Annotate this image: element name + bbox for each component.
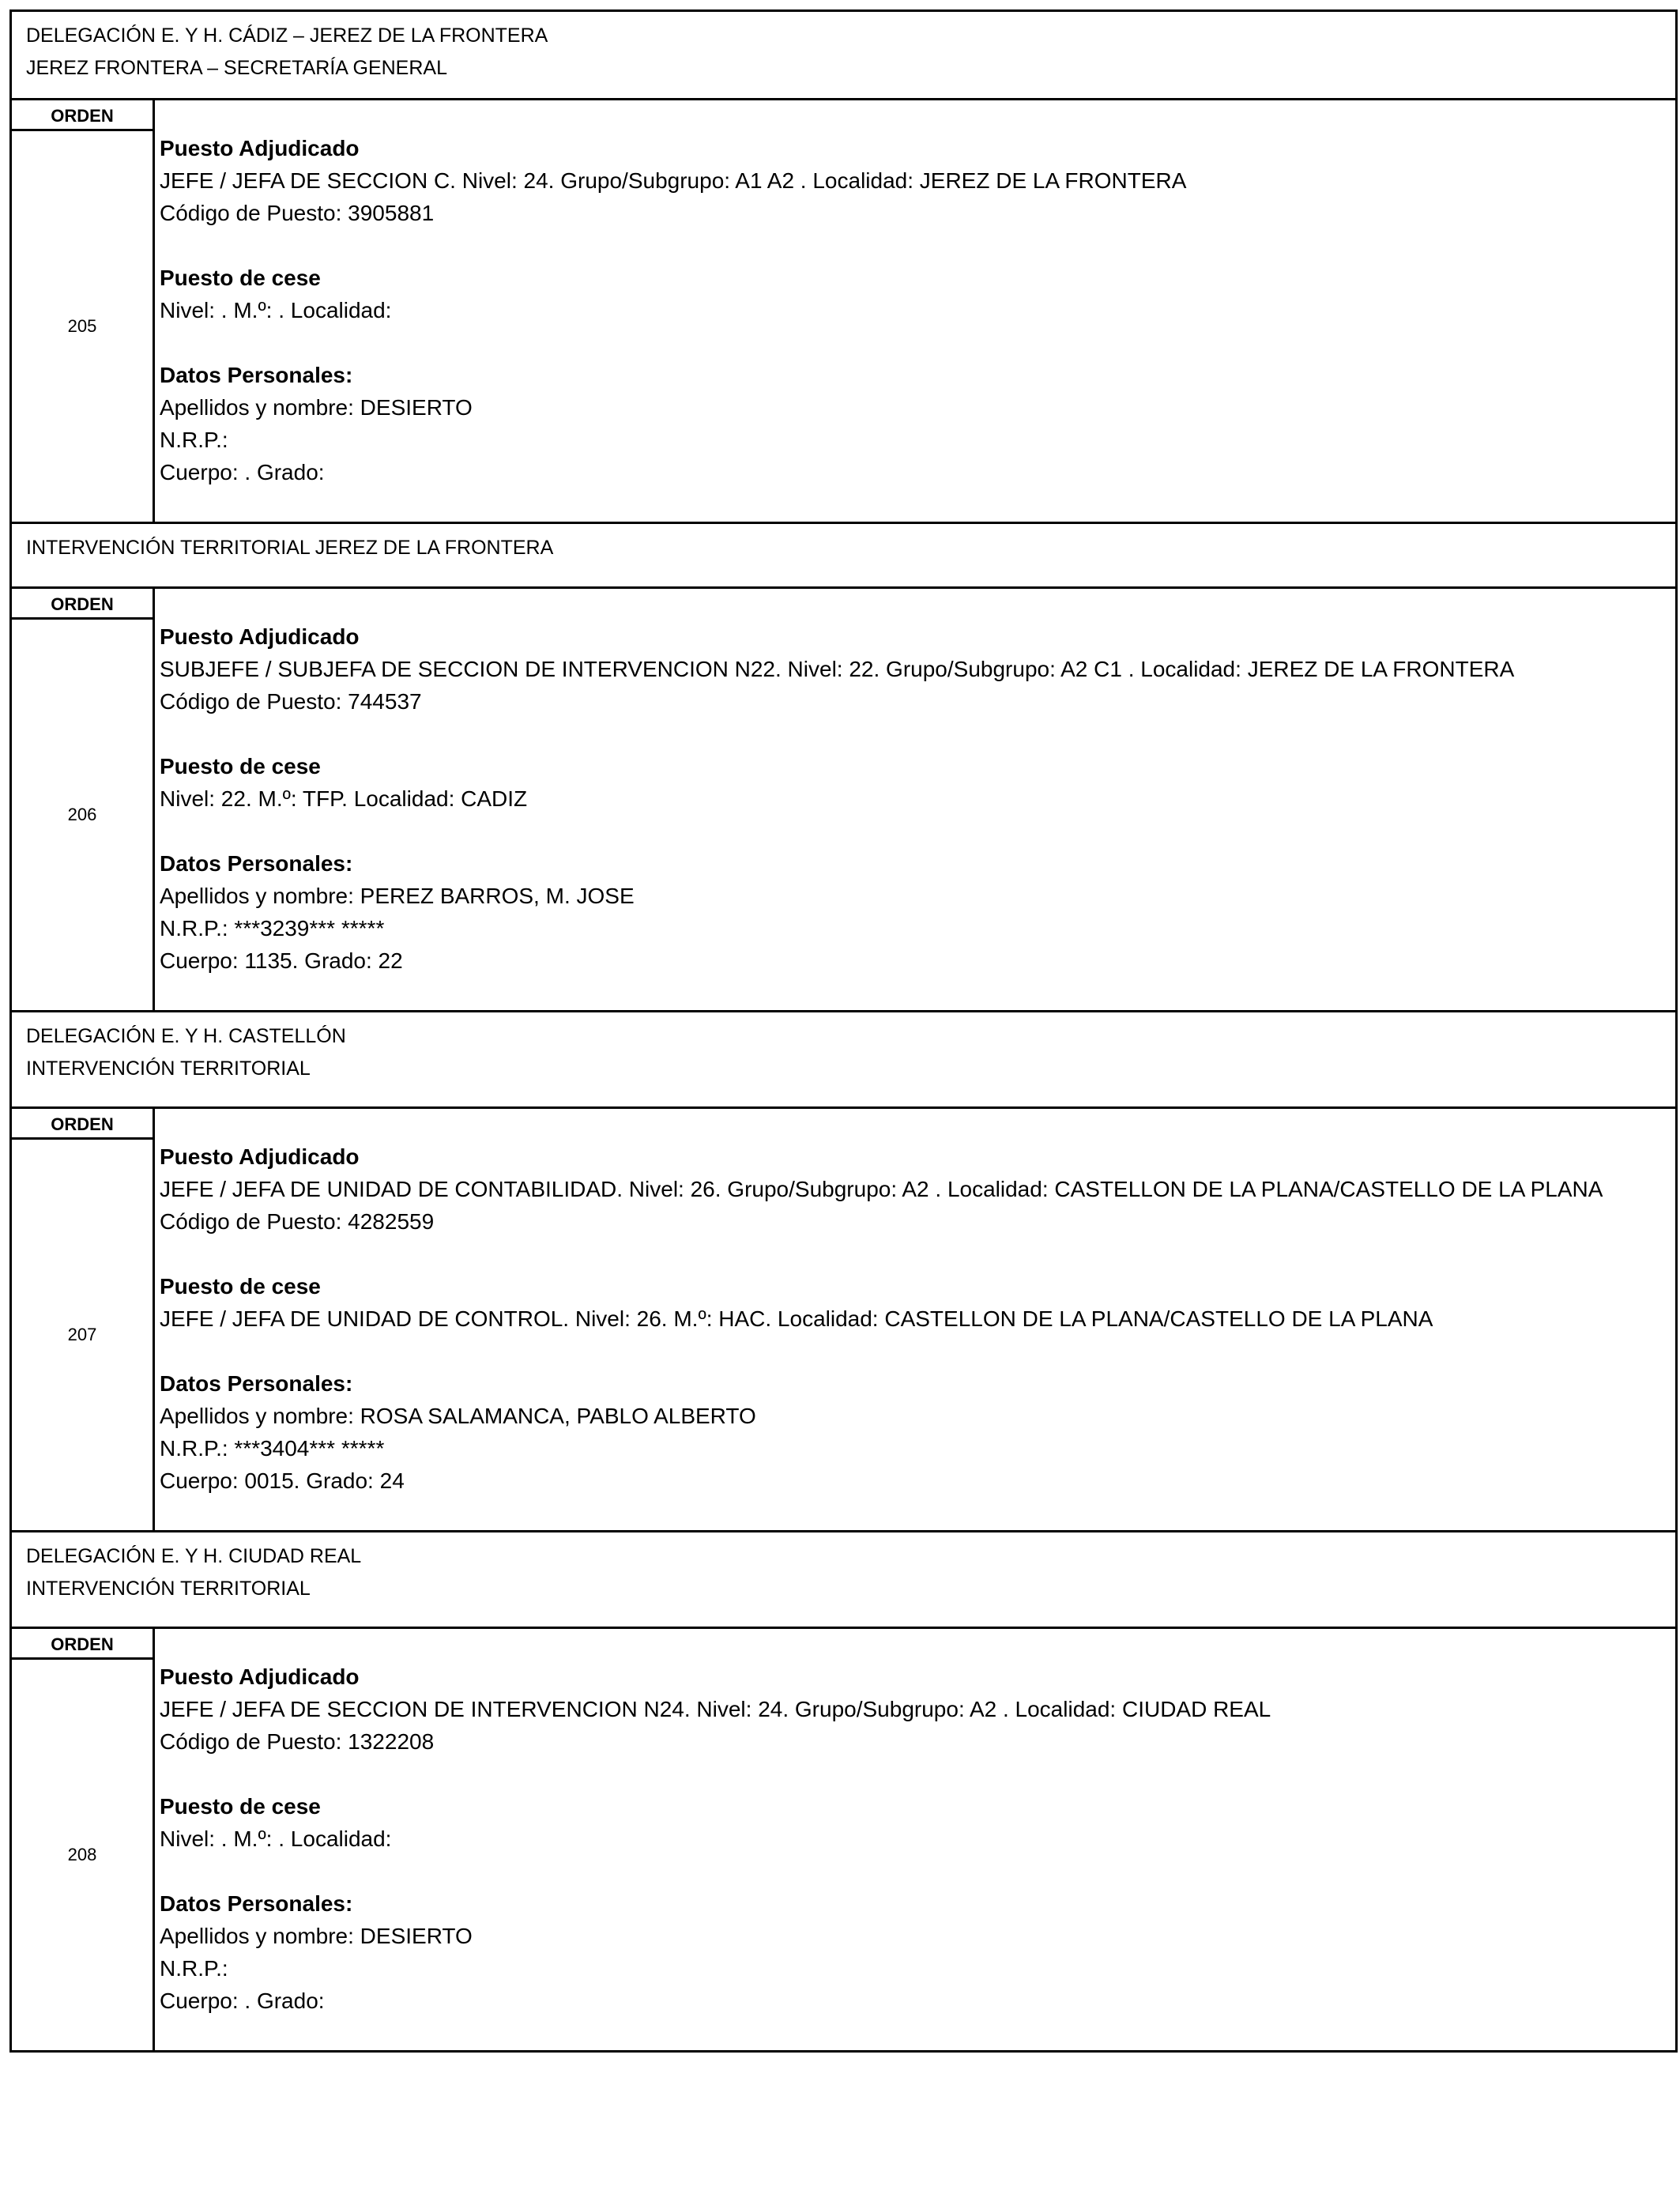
puesto-adjudicado-label: Puesto Adjudicado [160, 624, 360, 649]
section-header-line: INTERVENCIÓN TERRITORIAL JEREZ DE LA FRONTERA [26, 537, 554, 559]
entry-details [155, 100, 1675, 522]
puesto-cese-desc: Nivel: . M.º: . Localidad: [160, 298, 392, 322]
apellidos-nombre: Apellidos y nombre: DESIERTO [160, 395, 473, 420]
datos-personales-label: Datos Personales: [160, 851, 353, 876]
puesto-cese-label: Puesto de cese [160, 754, 321, 778]
document-table [9, 9, 1678, 2053]
puesto-adjudicado-label: Puesto Adjudicado [160, 1664, 360, 1689]
puesto-cese-desc: Nivel: . M.º: . Localidad: [160, 1826, 392, 1851]
entry-row [12, 98, 1675, 522]
puesto-cese-label: Puesto de cese [160, 1274, 321, 1299]
orden-number: 205 [67, 316, 97, 336]
orden-column [12, 100, 155, 522]
codigo-puesto: Código de Puesto: 744537 [160, 689, 422, 714]
puesto-cese-desc: Nivel: 22. M.º: TFP. Localidad: CADIZ [160, 786, 528, 811]
puesto-adjudicado-desc: JEFE / JEFA DE UNIDAD DE CONTABILIDAD. Nivel: 26. Grupo/Subgrupo: A2 . Localidad: CASTELLON DE LA PLANA/CASTELLO DE LA PLANA [160, 1177, 1603, 1201]
cuerpo-grado: Cuerpo: . Grado: [160, 460, 325, 484]
puesto-cese-label: Puesto de cese [160, 266, 321, 290]
apellidos-nombre: Apellidos y nombre: PEREZ BARROS, M. JOSE [160, 884, 635, 908]
orden-number: 208 [67, 1845, 97, 1864]
orden-label: ORDEN [12, 100, 153, 131]
cuerpo-grado: Cuerpo: 1135. Grado: 22 [160, 948, 403, 973]
cuerpo-grado: Cuerpo: . Grado: [160, 1989, 325, 2013]
datos-personales-label: Datos Personales: [160, 1891, 353, 1916]
orden-label: ORDEN [12, 1629, 153, 1660]
section-header [12, 1530, 1675, 1627]
nrp: N.R.P.: [160, 1956, 228, 1981]
codigo-puesto: Código de Puesto: 1322208 [160, 1729, 435, 1754]
orden-column [12, 589, 155, 1010]
puesto-adjudicado-desc: JEFE / JEFA DE SECCION C. Nivel: 24. Grupo/Subgrupo: A1 A2 . Localidad: JEREZ DE LA FRONTERA [160, 168, 1187, 193]
section-header-line: DELEGACIÓN E. Y H. CIUDAD REAL [26, 1545, 362, 1567]
section-header-line: JEREZ FRONTERA – SECRETARÍA GENERAL [26, 57, 447, 79]
datos-personales-label: Datos Personales: [160, 363, 353, 387]
entry-details [155, 1629, 1675, 2050]
nrp: N.R.P.: [160, 428, 228, 452]
entry-row [12, 1106, 1675, 1530]
nrp: N.R.P.: ***3404*** ***** [160, 1436, 385, 1461]
puesto-cese-desc: JEFE / JEFA DE UNIDAD DE CONTROL. Nivel: 26. M.º: HAC. Localidad: CASTELLON DE LA PLANA/CASTELLO DE LA PLANA [160, 1306, 1433, 1331]
apellidos-nombre: Apellidos y nombre: ROSA SALAMANCA, PABLO ALBERTO [160, 1404, 756, 1428]
orden-number: 207 [67, 1325, 97, 1344]
puesto-adjudicado-desc: SUBJEFE / SUBJEFA DE SECCION DE INTERVENCION N22. Nivel: 22. Grupo/Subgrupo: A2 C1 . Localidad: JEREZ DE LA FRONTERA [160, 657, 1515, 681]
section-header-line: INTERVENCIÓN TERRITORIAL [26, 1578, 311, 1600]
puesto-adjudicado-label: Puesto Adjudicado [160, 136, 360, 160]
datos-personales-label: Datos Personales: [160, 1371, 353, 1396]
puesto-cese-label: Puesto de cese [160, 1794, 321, 1819]
orden-column [12, 1629, 155, 2050]
codigo-puesto: Código de Puesto: 3905881 [160, 201, 435, 225]
apellidos-nombre: Apellidos y nombre: DESIERTO [160, 1924, 473, 1948]
codigo-puesto: Código de Puesto: 4282559 [160, 1209, 435, 1234]
section-header-line: INTERVENCIÓN TERRITORIAL [26, 1057, 311, 1080]
puesto-adjudicado-desc: JEFE / JEFA DE SECCION DE INTERVENCION N24. Nivel: 24. Grupo/Subgrupo: A2 . Localidad: CIUDAD REAL [160, 1697, 1271, 1721]
entry-row [12, 586, 1675, 1010]
puesto-adjudicado-label: Puesto Adjudicado [160, 1144, 360, 1169]
entry-details [155, 1109, 1675, 1530]
section-header-line: DELEGACIÓN E. Y H. CÁDIZ – JEREZ DE LA FRONTERA [26, 25, 548, 47]
nrp: N.R.P.: ***3239*** ***** [160, 916, 385, 941]
orden-label: ORDEN [12, 1109, 153, 1140]
cuerpo-grado: Cuerpo: 0015. Grado: 24 [160, 1468, 405, 1493]
orden-column [12, 1109, 155, 1530]
section-header [12, 522, 1675, 586]
section-header [12, 9, 1675, 98]
entry-details [155, 589, 1675, 1010]
section-header [12, 1010, 1675, 1106]
entry-row [12, 1627, 1675, 2050]
orden-number: 206 [67, 805, 97, 824]
section-header-line: DELEGACIÓN E. Y H. CASTELLÓN [26, 1025, 346, 1047]
orden-label: ORDEN [12, 589, 153, 620]
